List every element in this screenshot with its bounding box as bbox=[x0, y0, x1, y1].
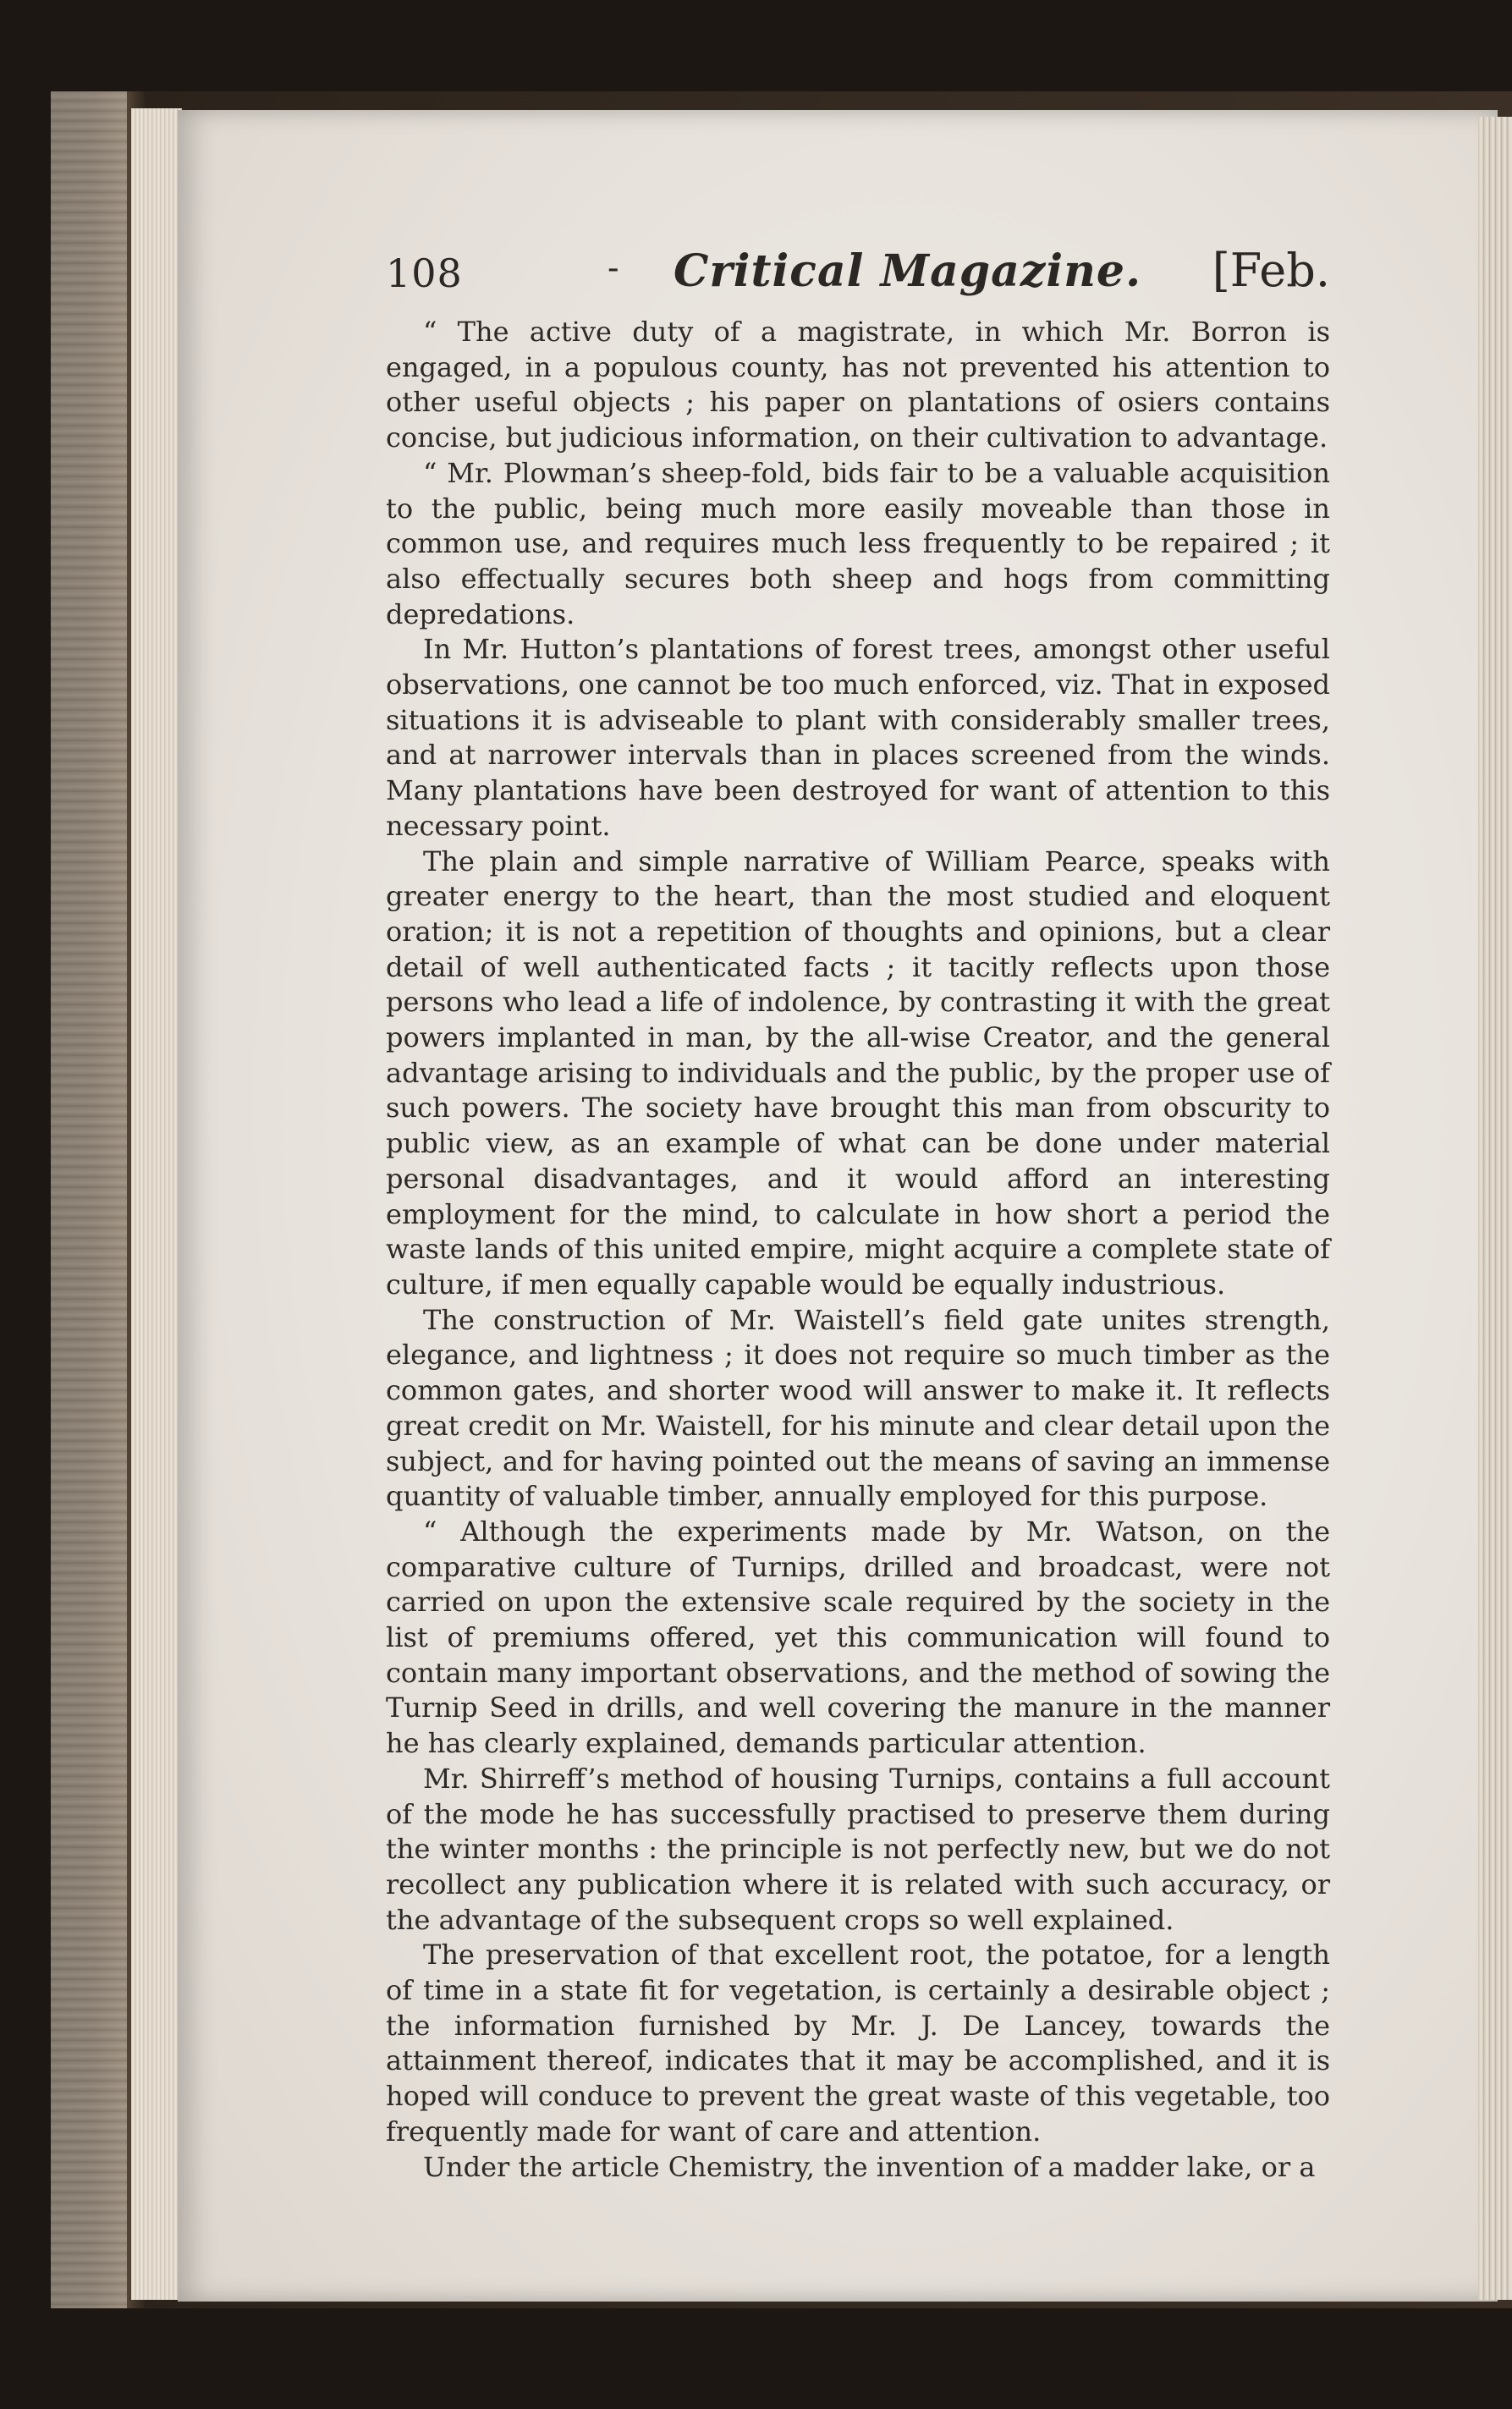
paragraph: The preservation of that excellent root, the potatoe, for a length of time in a state fit for vegetation, is certainly a desirable object ; the information furnished by Mr. J. De Lancey, towards the attainment thereof, indicates that it may be accomplished, and it is hoped will conduce to prevent the great waste of this vegetable, too frequently made for want of care and attention. bbox=[386, 1939, 1330, 2148]
page-header bbox=[386, 244, 1330, 303]
paragraph: “ Mr. Plowman’s sheep-fold, bids fair to be a valuable acquisition to the public, being much more easily moveable than those in common use, and requires much less frequently to be repaired ; it also effectually secures both sheep and hogs from committing depredations. bbox=[386, 456, 1330, 630]
body-text bbox=[386, 315, 1330, 2185]
running-title: Critical Magazine. bbox=[674, 245, 1142, 297]
issue-month: [Feb. bbox=[1212, 244, 1330, 297]
paragraph: “ Although the experiments made by Mr. Watson, on the comparative culture of Turnips, drilled and broadcast, were not carried on upon the extensive scale required by the society in the list of premiums offered, yet this communication will found to contain many important observations, and the method of sowing the Turnip Seed in drills, and well covering the manure in the manner he has clearly explained, demands particular attention. bbox=[386, 1515, 1330, 1760]
paragraph: In Mr. Hutton’s plantations of forest trees, amongst other useful observations, one cannot be too much enforced, viz. That in exposed situations it is adviseable to plant with considerably smaller trees, and at narrower intervals than in places screened from the winds. Many plantations have been destroyed for want of attention to this necessary point. bbox=[386, 633, 1330, 842]
paragraph: “ The active duty of a magistrate, in which Mr. Borron is engaged, in a populous county, has not prevented his attention to other useful objects ; his paper on plantations of osiers contains concise, but judicious information, on their cultivation to advantage. bbox=[386, 316, 1330, 454]
paragraph: Under the article Chemistry, the invention of a madder lake, or a bbox=[423, 2150, 1316, 2183]
page-edges-right bbox=[1478, 117, 1512, 2300]
page-number: 108 bbox=[386, 250, 463, 296]
paragraph: The plain and simple narrative of William Pearce, speaks with greater energy to the heart, than the most studied and eloquent oration; it is not a repetition of thoughts and opinions, but a clear detail of well authenticated facts ; it tacitly reflects upon those persons who lead a life of indolence, by contrasting it with the great powers implanted in man, by the all-wise Creator, and the general advantage arising to individuals and the public, by the proper use of such powers. The society have brought this man from obscurity to public view, as an example of what can be done under material personal disadvantages, and it would afford an interesting employment for the mind, to calculate in how short a period the waste lands of this united empire, might acquire a complete state of culture, if men equally capable would be equally industrious. bbox=[386, 844, 1330, 1301]
header-separator: - bbox=[608, 249, 619, 288]
paragraph: Mr. Shirreff’s method of housing Turnips, contains a full account of the mode he has successfully practised to preserve them during the winter months : the principle is not perfectly new, but we do not recollect any publication where it is related with such accuracy, or the advantage of the subsequent crops so well explained. bbox=[386, 1762, 1330, 1936]
book-spine bbox=[51, 91, 127, 2308]
paragraph: The construction of Mr. Waistell’s field gate unites strength, elegance, and lightness ; it does not require so much timber as the common gates, and shorter wood will answer to make it. It reflects great credit on Mr. Waistell, for his minute and clear detail upon the subject, and for having pointed out the means of saving an immense quantity of valuable timber, annually employed for this purpose. bbox=[386, 1303, 1330, 1513]
page-edges-left bbox=[131, 108, 182, 2300]
